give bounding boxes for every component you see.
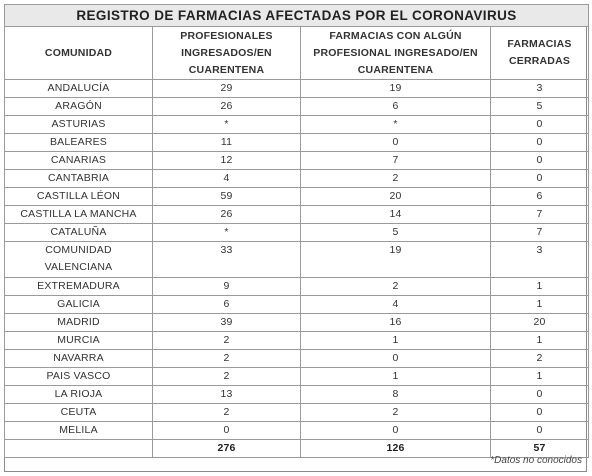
cell-comunidad [5,386,153,404]
cell-farmacias-afectadas: 1 [301,368,491,386]
cell-profesionales: * [153,116,301,134]
header-comunidad [5,27,153,80]
header-profesionales [153,27,301,80]
cell-farmacias-cerradas: 0 [491,386,589,404]
cell-profesionales: 12 [153,152,301,170]
comunidad-name: VALENCIANA [44,261,113,273]
cell-profesionales: 39 [153,314,301,332]
comunidad-name: BALEARES [49,136,108,148]
comunidad-name: ARAGÓN [55,100,102,112]
total-empty-cell [5,440,153,458]
header-farmacias-afectadas [301,27,491,80]
cell-profesionales: 33 [153,242,301,278]
comunidad-name: CEUTA [60,406,97,418]
comunidad-name: GALICIA [57,298,100,310]
total-profesionales: 276 [153,440,301,458]
comunidad-name: MELILA [59,424,98,436]
table-row [5,368,589,386]
header-line: FARMACIAS [507,38,572,50]
table-row [5,350,589,368]
cell-farmacias-afectadas: 0 [301,350,491,368]
cell-comunidad [5,116,153,134]
table-row [5,422,589,440]
cell-farmacias-afectadas: 8 [301,386,491,404]
header-line: PROFESIONALES [180,29,273,42]
cell-comunidad [5,188,153,206]
footnote: *Datos no conocidos [490,455,582,466]
comunidad-name: EXTREMADURA [37,280,120,292]
cell-comunidad [5,170,153,188]
table-row [5,332,589,350]
cell-comunidad [5,242,153,278]
cell-farmacias-afectadas: 2 [301,278,491,296]
cell-profesionales: 11 [153,134,301,152]
cell-farmacias-cerradas: 2 [491,350,589,368]
table-row [5,116,589,134]
total-farmacias-cerradas: 57 [491,440,589,458]
cell-farmacias-cerradas: 5 [491,98,589,116]
cell-comunidad [5,422,153,440]
cell-farmacias-cerradas: 7 [491,206,589,224]
table-row [5,296,589,314]
header-line: PROFESIONAL INGRESADO/EN [313,46,478,59]
cell-profesionales: 2 [153,404,301,422]
cell-farmacias-afectadas: 14 [301,206,491,224]
cell-farmacias-afectadas: 7 [301,152,491,170]
cell-farmacias-cerradas: 1 [491,278,589,296]
comunidad-name: CASTILLA LA MANCHA [20,208,137,220]
cell-profesionales: 2 [153,350,301,368]
cell-profesionales: 59 [153,188,301,206]
table-row [5,224,589,242]
comunidad-name: NAVARRA [53,352,104,364]
header-farmacias-cerradas [491,27,589,80]
cell-profesionales: * [153,224,301,242]
header-line: COMUNIDAD [44,46,113,59]
table-row [5,170,589,188]
cell-farmacias-afectadas: 2 [301,404,491,422]
cell-comunidad [5,368,153,386]
table-row [5,98,589,116]
comunidad-name: ANDALUCÍA [47,82,110,94]
comunidad-name: CATALUÑA [50,226,107,238]
cell-farmacias-afectadas: * [301,116,491,134]
cell-comunidad [5,134,153,152]
table-title-row [5,5,589,27]
header-line: CUARENTENA [188,63,265,76]
cell-farmacias-afectadas: 0 [301,422,491,440]
table-row [5,80,589,98]
cell-farmacias-cerradas: 7 [491,224,589,242]
cell-profesionales: 2 [153,368,301,386]
cell-farmacias-afectadas: 0 [301,134,491,152]
cell-profesionales: 13 [153,386,301,404]
cell-farmacias-afectadas: 20 [301,188,491,206]
cell-comunidad [5,206,153,224]
cell-comunidad [5,404,153,422]
comunidad-name: CASTILLA LÉON [36,190,121,202]
cell-comunidad [5,278,153,296]
cell-profesionales: 26 [153,206,301,224]
header-row [5,27,589,80]
cell-farmacias-afectadas: 19 [301,242,491,278]
header-line: FARMACIAS CON ALGÚN [329,29,462,42]
table-row [5,206,589,224]
cell-farmacias-afectadas: 4 [301,296,491,314]
cell-comunidad [5,80,153,98]
header-line: CUARENTENA [357,63,434,76]
cell-farmacias-cerradas: 0 [491,170,589,188]
cell-profesionales: 0 [153,422,301,440]
table-row [5,386,589,404]
cell-farmacias-cerradas: 6 [491,188,589,206]
cell-farmacias-cerradas: 3 [491,242,589,278]
table-row [5,134,589,152]
header-line: INGRESADOS/EN [181,46,272,59]
cell-farmacias-afectadas: 16 [301,314,491,332]
table-row [5,404,589,422]
cell-comunidad [5,296,153,314]
cell-comunidad [5,224,153,242]
table-row [5,314,589,332]
cell-profesionales: 29 [153,80,301,98]
comunidad-name: PAIS VASCO [46,370,111,382]
cell-farmacias-afectadas: 6 [301,98,491,116]
cell-farmacias-cerradas: 0 [491,422,589,440]
cell-farmacias-cerradas: 3 [491,80,589,98]
total-farmacias-afectadas: 126 [301,440,491,458]
cell-farmacias-afectadas: 5 [301,224,491,242]
cell-comunidad [5,314,153,332]
cell-farmacias-afectadas: 19 [301,80,491,98]
table-row [5,242,589,278]
cell-farmacias-afectadas: 1 [301,332,491,350]
cell-farmacias-cerradas: 1 [491,368,589,386]
cell-profesionales: 26 [153,98,301,116]
table-title: REGISTRO DE FARMACIAS AFECTADAS POR EL CORONAVIRUS [5,5,589,27]
cell-farmacias-cerradas: 0 [491,404,589,422]
cell-comunidad [5,152,153,170]
comunidad-name: MADRID [57,316,100,328]
cell-farmacias-cerradas: 0 [491,152,589,170]
cell-profesionales: 6 [153,296,301,314]
cell-comunidad [5,350,153,368]
cell-farmacias-cerradas: 1 [491,296,589,314]
comunidad-name: MURCIA [57,334,100,346]
table-row [5,152,589,170]
cell-profesionales: 9 [153,278,301,296]
table-row [5,278,589,296]
comunidad-name: LA RIOJA [54,388,103,400]
pharmacy-registry-table [4,4,589,458]
cell-farmacias-cerradas: 1 [491,332,589,350]
cell-farmacias-cerradas: 0 [491,134,589,152]
comunidad-name: CANARIAS [50,154,107,166]
cell-farmacias-afectadas: 2 [301,170,491,188]
comunidad-name: CANTABRIA [47,172,110,184]
cell-farmacias-cerradas: 0 [491,116,589,134]
cell-comunidad [5,98,153,116]
table-row [5,188,589,206]
header-line: CERRADAS [508,55,571,67]
comunidad-name: ASTURIAS [51,118,106,130]
cell-profesionales: 4 [153,170,301,188]
cell-farmacias-cerradas: 20 [491,314,589,332]
comunidad-name: COMUNIDAD [45,244,112,256]
cell-comunidad [5,332,153,350]
cell-profesionales: 2 [153,332,301,350]
